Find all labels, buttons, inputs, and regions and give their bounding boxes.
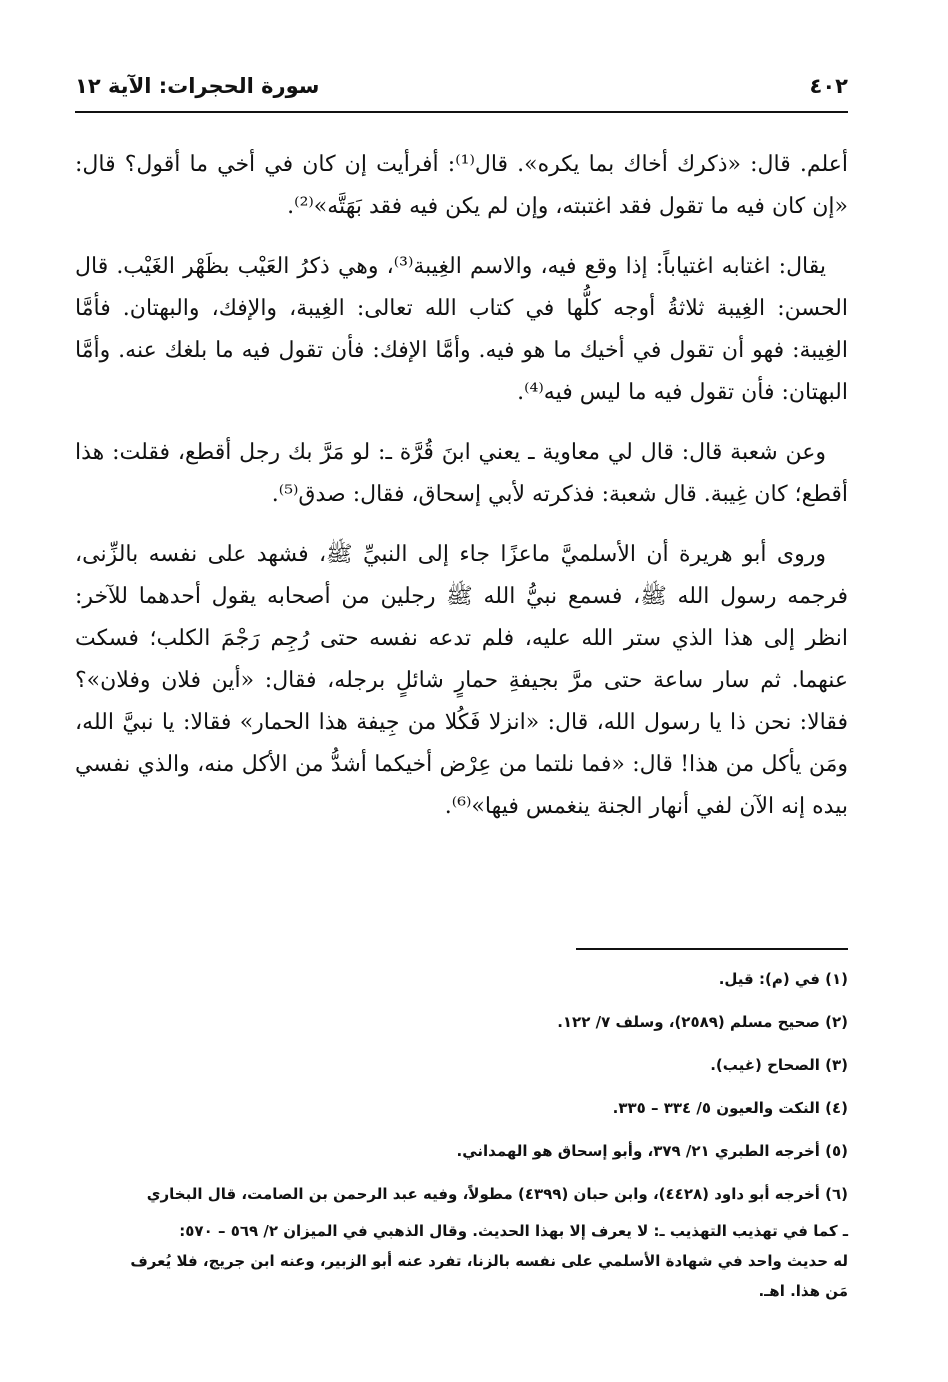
- footnote-6-line: ـ كما في تهذيب التهذيب ـ: لا يعرف إلا بهذا الحديث. وقال الذهبي في الميزان ٢/ ٥٦٩ – ٥٧٠:: [179, 1222, 848, 1240]
- footnotes: [75, 958, 848, 1306]
- running-title: سورة الحجرات: الآية ١٢: [75, 74, 320, 98]
- footnote-5: (٥) أخرجه الطبري ٢١/ ٣٧٩، وأبو إسحاق هو الهمداني.: [456, 1142, 848, 1160]
- footnote-4: (٤) النكت والعيون ٥/ ٣٣٤ – ٣٣٥.: [612, 1099, 848, 1117]
- footnote-1: (١) في (م): قيل.: [718, 970, 848, 988]
- paragraph-2: يقال: اغتابه اغتياباً: إذا وقع فيه، والاسم الغِيبة⁽³⁾، وهي ذكرُ العَيْب بظَهْر الغَيْب. قال الحسن: الغِيبة ثلاثةُ أوجه كلُّها في كتاب الله تعالى: الغِيبة، والإفك، والبهتان. فأمَّا الغِيبة: فهو أن تقول في أخيك ما هو فيه. وأمَّا الإفك: فأن تقول فيه ما بلغك عنه. وأمَّا البهتان: فأن تقول فيه ما ليس فيه⁽⁴⁾.: [75, 254, 848, 405]
- footnote-6: [75, 1173, 848, 1306]
- page-number: ٤٠٢: [809, 74, 848, 98]
- main-text: [75, 144, 848, 846]
- footnote-6-line: مَن هذا. اهـ.: [758, 1282, 848, 1300]
- footnote-divider: [576, 948, 848, 950]
- page-header: [75, 66, 848, 106]
- header-divider: [75, 111, 848, 113]
- footnote-2: (٢) صحيح مسلم (٢٥٨٩)، وسلف ٧/ ١٢٢.: [557, 1013, 848, 1031]
- paragraph-4: وروى أبو هريرة أن الأسلميَّ ماعزًا جاء إلى النبيِّ ﷺ، فشهد على نفسه بالزِّنى، فرجمه رسول الله ﷺ، فسمع نبيُّ الله ﷺ رجلين من أصحابه يقول أحدهما للآخر: انظر إلى هذا الذي ستر الله عليه، فلم تدعه نفسه حتى رُجِم رَجْمَ الكلب؛ فسكت عنهما. ثم سار ساعة حتى مرَّ بجيفةِ حمارٍ شائلٍ برجله، فقال: «أين فلان وفلان»؟ فقالا: نحن ذا يا رسول الله، قال: «انزلا فَكُلا من جِيفة هذا الحمار» فقالا: يا نبيَّ الله، ومَن يأكل من هذا! قال: «فما نلتما من عِرْض أخيكما أشدُّ من الأكل منه، والذي نفسي بيده إنه الآن لفي أنهار الجنة ينغمس فيها»⁽⁶⁾.: [75, 542, 848, 819]
- footnote-3: (٣) الصحاح (غيب).: [710, 1056, 848, 1074]
- paragraph-3: وعن شعبة قال: قال لي معاوية ـ يعني ابنَ قُرَّة ـ: لو مَرَّ بك رجل أقطع، فقلت: هذا أقطع؛ كان غِيبة. قال شعبة: فذكرته لأبي إسحاق، فقال: صدق⁽⁵⁾.: [75, 440, 848, 507]
- paragraph-1: أعلم. قال: «ذكرك أخاك بما يكره». قال⁽¹⁾: أفرأيت إن كان في أخي ما أقول؟ قال: «إن كان فيه ما تقول فقد اغتبته، وإن لم يكن فيه فقد بَهَتَّه»⁽²⁾.: [75, 152, 848, 219]
- footnote-6-line: (٦) أخرجه أبو داود (٤٤٢٨)، وابن حبان (٤٣٩٩) مطولاً، وفيه عبد الرحمن بن الصامت، قال البخاري: [146, 1185, 848, 1203]
- footnote-6-line: له حديث واحد في شهادة الأسلمي على نفسه بالزنا، تفرد عنه أبو الزبير، وعنه ابن جريج، فلا يُعرف: [130, 1252, 848, 1270]
